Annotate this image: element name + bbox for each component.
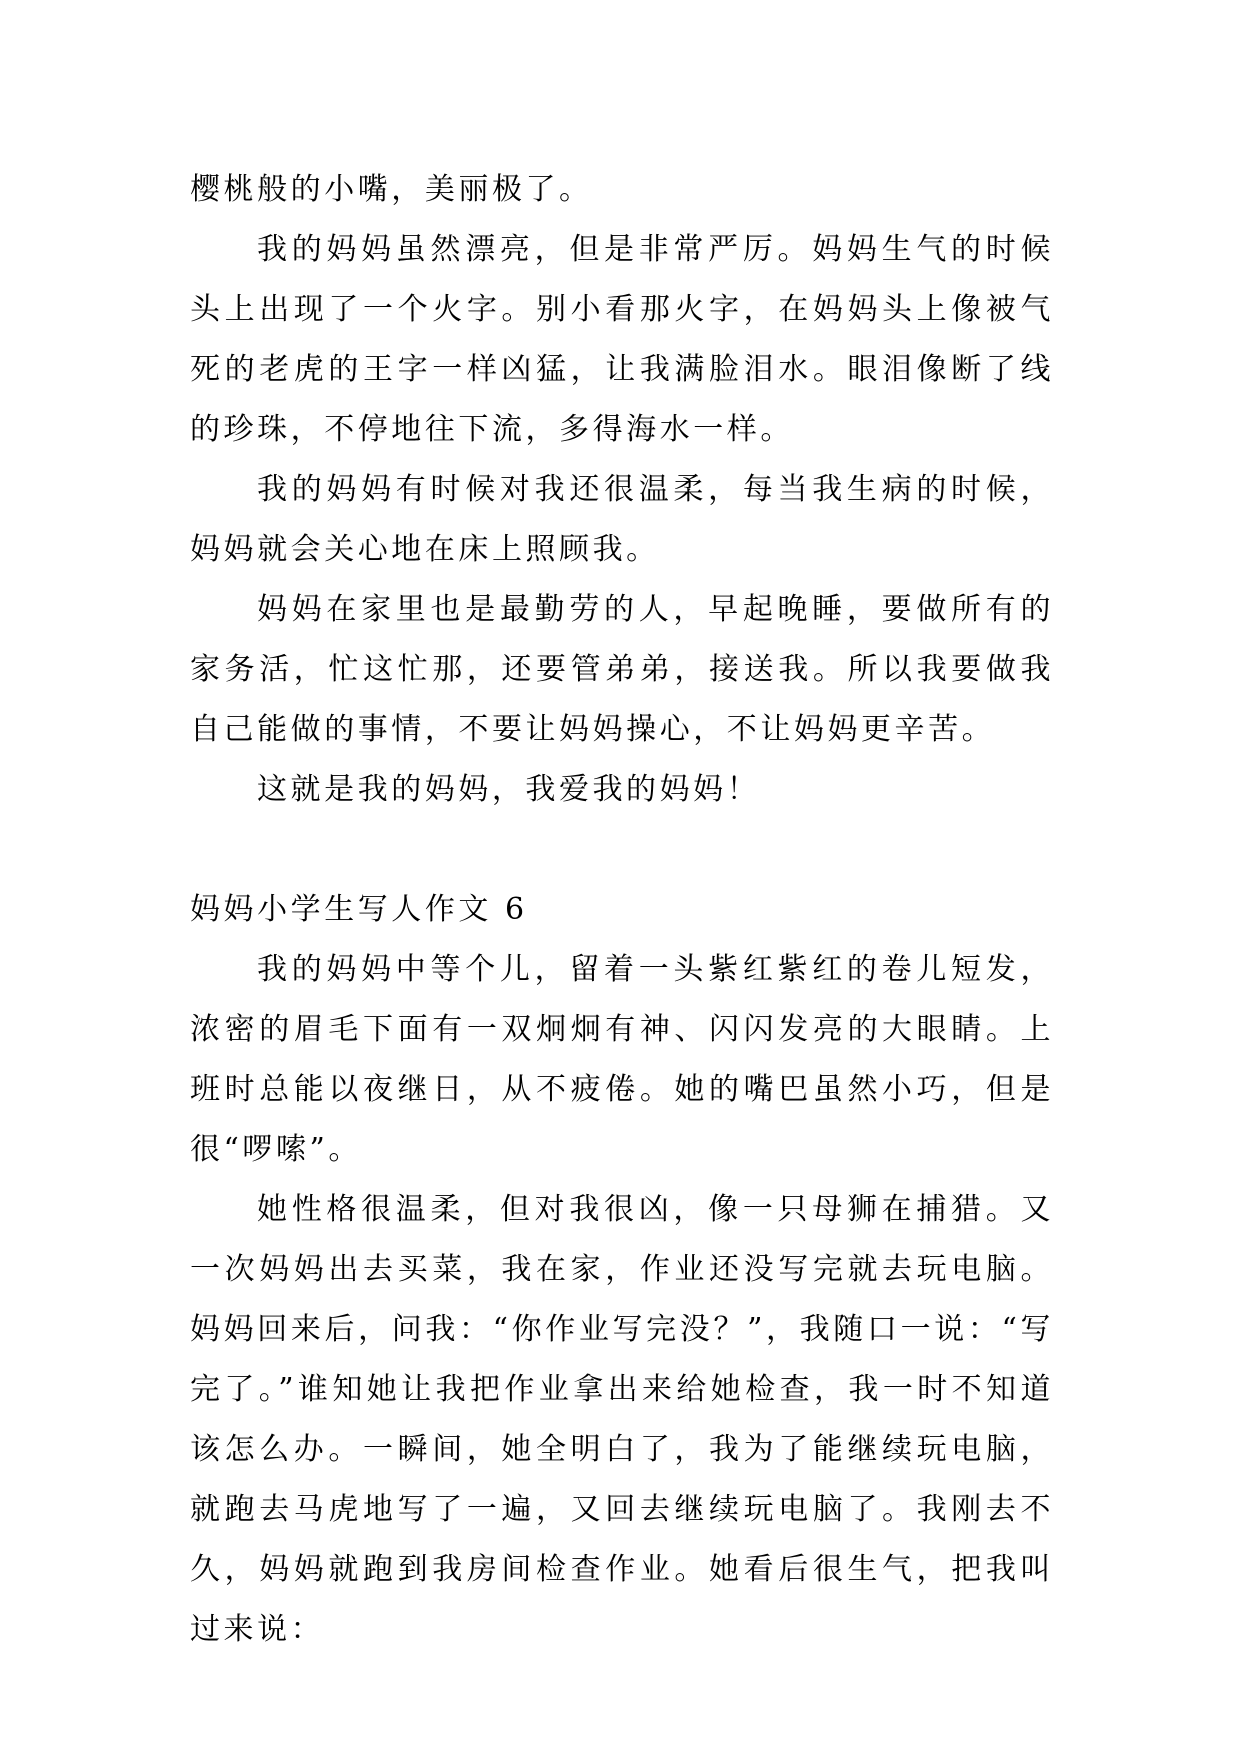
document-body <box>190 160 1054 1660</box>
paragraph: 这就是我的妈妈，我爱我的妈妈！ <box>257 772 761 807</box>
paragraph: 我的妈妈虽然漂亮，但是非常严厉。妈妈生气的时候头上出现了一个火字。别小看那火字，在妈妈头上像被气死的老虎的王字一样凶猛，让我满脸泪水。眼泪像断了线的珍珠，不停地往下流，多得海水一样。 <box>190 232 1054 447</box>
paragraph: 我的妈妈有时候对我还很温柔，每当我生病的时候，妈妈就会关心地在床上照顾我。 <box>190 472 1054 567</box>
section-spacer <box>190 820 1054 880</box>
section-title: 妈妈小学生写人作文 6 <box>190 892 528 927</box>
paragraph-continuation: 樱桃般的小嘴，美丽极了。 <box>190 172 593 207</box>
paragraph: 我的妈妈中等个儿，留着一头紫红紫红的卷儿短发，浓密的眉毛下面有一双炯炯有神、闪闪发亮的大眼睛。上班时总能以夜继日，从不疲倦。她的嘴巴虽然小巧，但是很“啰嗦”。 <box>190 952 1054 1167</box>
paragraph: 她性格很温柔，但对我很凶，像一只母狮在捕猎。又一次妈妈出去买菜，我在家，作业还没写完就去玩电脑。妈妈回来后，问我：“你作业写完没？”，我随口一说：“写完了。”谁知她让我把作业拿出来给她检查，我一时不知道该怎么办。一瞬间，她全明白了，我为了能继续玩电脑，就跑去马虎地写了一遍，又回去继续玩电脑了。我刚去不久，妈妈就跑到我房间检查作业。她看后很生气，把我叫过来说： <box>190 1192 1054 1647</box>
paragraph: 妈妈在家里也是最勤劳的人，早起晚睡，要做所有的家务活，忙这忙那，还要管弟弟，接送我。所以我要做我自己能做的事情，不要让妈妈操心，不让妈妈更辛苦。 <box>190 592 1054 747</box>
